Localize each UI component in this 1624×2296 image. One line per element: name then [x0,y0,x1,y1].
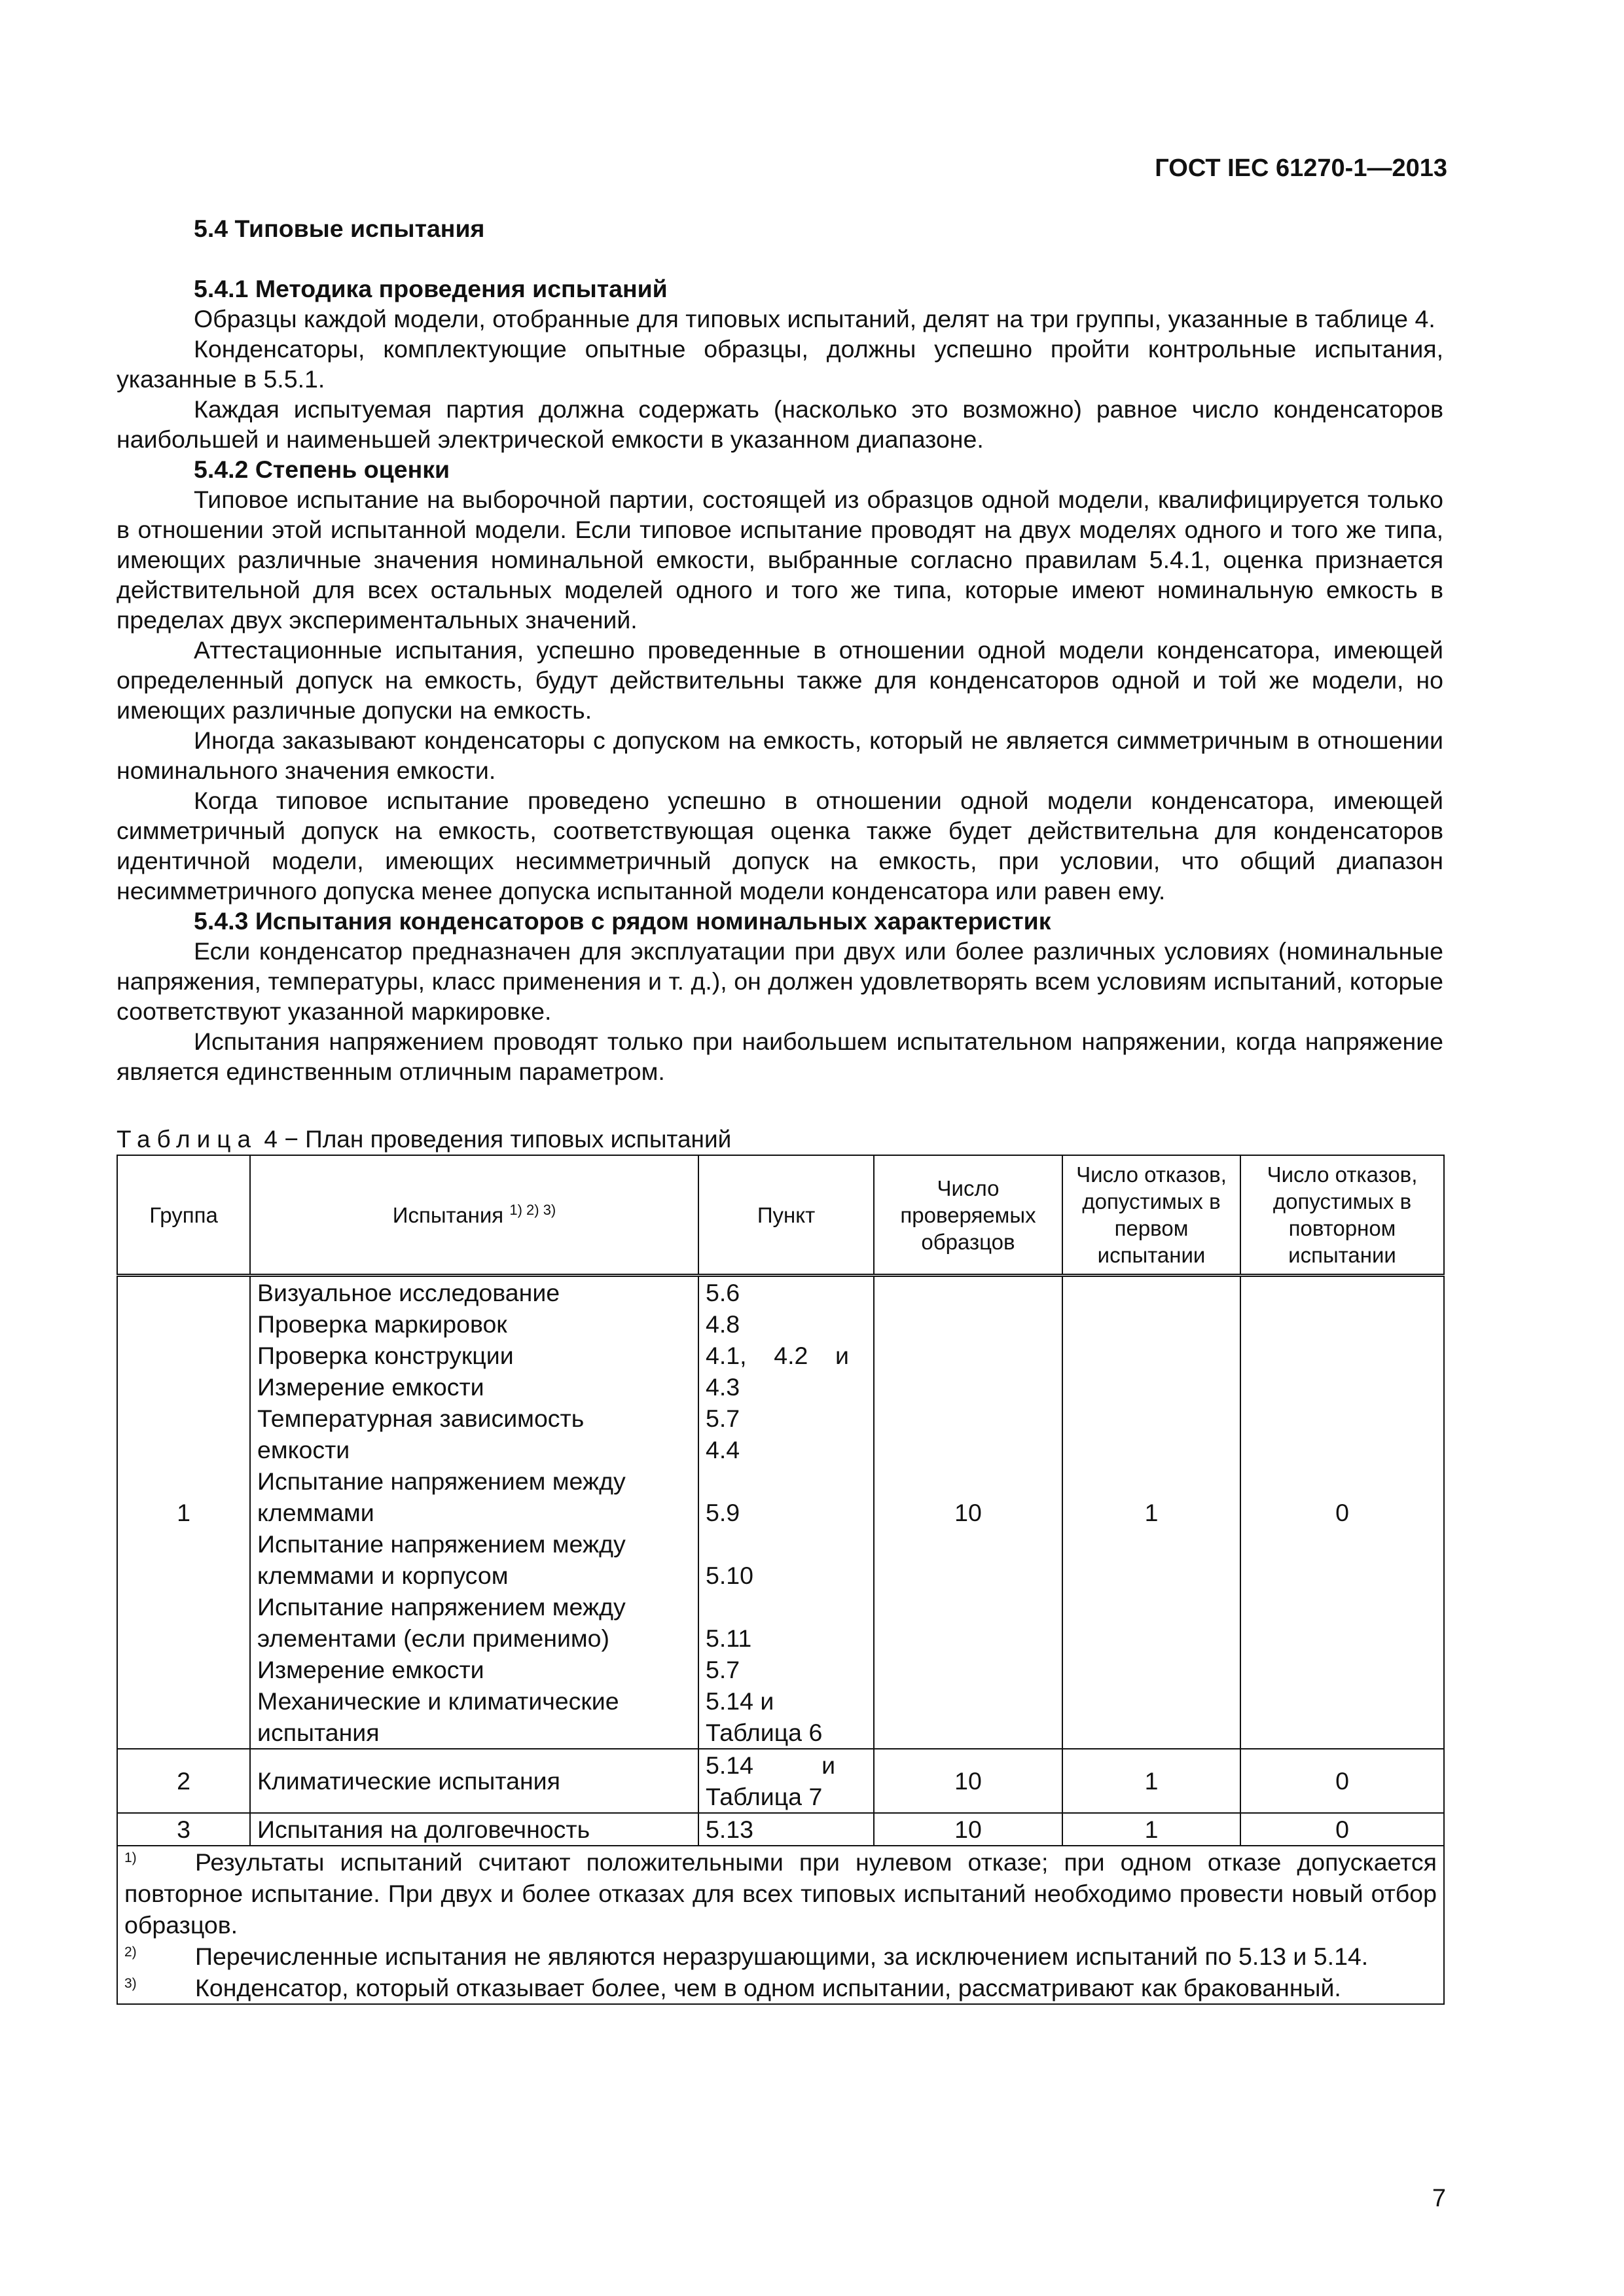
header-tests-label: Испытания [392,1202,504,1227]
paragraph: Испытания напряжением проводят только при наибольшем испытательном напряжении, когда напряжение является единственным отличным параметром. [117,1028,1443,1085]
paragraph: Иногда заказывают конденсаторы с допуском на емкость, который не является симметричным в отношении номинального значения емкости. [117,726,1443,784]
paragraph: Аттестационные испытания, успешно проведенные в отношении одной модели конденсатора, имеющей определенный допуск на емкость, будут действительны также для конденсаторов одной и той же модели, но имеющих различные допуски на емкость. [117,636,1443,724]
test-line: испытания [257,1719,380,1746]
page-number: 7 [1432,2185,1446,2212]
fail-repeat-cell: 0 [1240,1276,1444,1749]
paragraph: Если конденсатор предназначен для эксплуатации при двух или более различных условиях (номинальные напряжения, температуры, класс применения и т. д.), он должен удовлетворять всем условиям испытаний, которые соответствуют указанной маркировке. [117,937,1443,1025]
item-line: 4.8 [706,1310,740,1338]
item-line: 5.9 [706,1499,740,1526]
test-line: Проверка конструкции [257,1342,514,1369]
test-line: Испытания на долговечность [257,1816,590,1843]
header-fail-first: Число отказов, допустимых в первом испытании [1062,1155,1240,1276]
header-tests [250,1155,698,1276]
test-line: Климатические испытания [257,1767,560,1795]
item-line: 4.3 [706,1373,740,1401]
fail-first-cell: 1 [1062,1749,1240,1813]
fail-first-cell: 1 [1062,1276,1240,1749]
items-cell [698,1749,874,1813]
item-line: 5.14 и [706,1687,774,1715]
test-plan-table [117,1155,1445,2005]
header-tests-footnote-refs: 1) 2) 3) [509,1201,556,1218]
count-cell: 10 [874,1276,1062,1749]
item-line [706,1591,867,1623]
tests-cell [250,1749,698,1813]
table-header-row [117,1155,1444,1276]
count-cell: 10 [874,1813,1062,1846]
table-notes [117,1846,1444,2004]
table-caption-word: Таблица [117,1126,258,1153]
item-line: 5.10 [706,1562,753,1589]
document-code-header: ГОСТ IEC 61270-1—2013 [1155,154,1447,182]
footnote-text: Перечисленные испытания не являются неразрушающими, за исключением испытаний по 5.13 и 5.14. [195,1943,1369,1970]
paragraph: Когда типовое испытание проведено успешно в отношении одной модели конденсатора, имеющей симметричный допуск на емкость, соответствующая оценка также будет действительна для конденсаторов идентичной модели, имеющих несимметричный допуск на емкость, при условии, что общий диапазон несимметричного допуска менее допуска испытанной модели конденсатора или равен ему. [117,787,1443,905]
items-cell [698,1276,874,1749]
test-line: элементами (если применимо) [257,1624,610,1652]
item-line: 5.7 [706,1656,740,1683]
test-line: Визуальное исследование [257,1279,560,1306]
count-cell: 10 [874,1749,1062,1813]
test-line: емкости [257,1436,350,1463]
test-line: Проверка маркировок [257,1310,507,1338]
header-group: Группа [117,1155,250,1276]
table-footnote: 3) Конденсатор, который отказывает более, чем в одном испытании, рассматривают как бракованный. [124,1974,1341,2001]
table-footnote: 2) Перечисленные испытания не являются неразрушающими, за исключением испытаний по 5.13 и 5.14. [124,1943,1369,1970]
test-line: Испытание напряжением между [257,1593,626,1621]
table-caption [117,1124,1443,1155]
fail-repeat-cell: 0 [1240,1749,1444,1813]
page-content [117,213,1443,2005]
item-line: 5.11 [706,1624,752,1652]
paragraph: Каждая испытуемая партия должна содержать (насколько это возможно) равное число конденсаторов наибольшей и наименьшей электрической емкости в указанном диапазоне. [117,395,1443,453]
test-line: Испытание напряжением между [257,1467,626,1495]
item-line: 5.14 и [706,1751,836,1779]
table-footnote: 1) Результаты испытаний считают положительными при нулевом отказе; при одном отказе допускается повторное испытание. При двух и более отказах для всех типовых испытаний необходимо провести новый отбор образцов. [124,1848,1437,1939]
fail-first-cell: 1 [1062,1813,1240,1846]
test-line: Температурная зависимость [257,1405,585,1432]
item-line: 5.6 [706,1279,740,1306]
spacer [117,243,1443,274]
subsection-5-4-2-title: 5.4.2 Степень оценки [194,456,450,483]
items-cell [698,1813,874,1846]
subsection-5-4-3-title: 5.4.3 Испытания конденсаторов с рядом номинальных характеристик [194,907,1051,935]
header-fail-repeat: Число отказов, допустимых в повторном испытании [1240,1155,1444,1276]
tests-cell [250,1813,698,1846]
subsection-5-4-1-title: 5.4.1 Методика проведения испытаний [194,275,668,302]
section-title: 5.4 Типовые испытания [194,215,485,242]
table-row [117,1276,1444,1749]
item-line: 4.1, 4.2 и [706,1342,849,1369]
table-caption-title: 4 − План проведения типовых испытаний [264,1126,732,1153]
item-line: 5.13 [706,1816,753,1843]
test-line: Измерение емкости [257,1656,484,1683]
item-line: Таблица 6 [706,1719,823,1746]
item-line: 5.7 [706,1405,740,1432]
group-cell: 3 [117,1813,250,1846]
test-line: Испытание напряжением между [257,1530,626,1558]
fail-repeat-cell: 0 [1240,1813,1444,1846]
paragraph: Конденсаторы, комплектующие опытные образцы, должны успешно пройти контрольные испытания, указанные в 5.5.1. [117,335,1443,393]
footnote-text: Результаты испытаний считают положительными при нулевом отказе; при одном отказе допускается повторное испытание. При двух и более отказах для всех типовых испытаний необходимо провести новый отбор образцов. [124,1848,1437,1939]
table-row [117,1749,1444,1813]
tests-cell [250,1276,698,1749]
item-line [706,1528,867,1560]
test-line: Измерение емкости [257,1373,484,1401]
footnote-text: Конденсатор, который отказывает более, чем в одном испытании, рассматривают как бракованный. [195,1974,1341,2001]
item-line: 4.4 [706,1436,740,1463]
test-line: клеммами и корпусом [257,1562,509,1589]
group-cell: 2 [117,1749,250,1813]
table-row [117,1813,1444,1846]
group-cell: 1 [117,1276,250,1749]
test-line: клеммами [257,1499,374,1526]
header-count: Число проверяемых образцов [874,1155,1062,1276]
paragraph: Типовое испытание на выборочной партии, состоящей из образцов одной модели, квалифицируется только в отношении этой испытанной модели. Если типовое испытание проводят на двух моделях одного и того же типа, имеющих различные значения номинальной емкости, выбранные согласно правилам 5.4.1, оценка признается действительной для всех остальных моделей одного и того же типа, которые имеют номинальную емкость в пределах двух экспериментальных значений. [117,486,1443,634]
header-item: Пункт [698,1155,874,1276]
test-line: Механические и климатические [257,1687,619,1715]
item-line: Таблица 7 [706,1783,823,1810]
item-line [706,1465,867,1497]
table-notes-row [117,1846,1444,2004]
paragraph: Образцы каждой модели, отобранные для типовых испытаний, делят на три группы, указанные в таблице 4. [194,305,1435,332]
